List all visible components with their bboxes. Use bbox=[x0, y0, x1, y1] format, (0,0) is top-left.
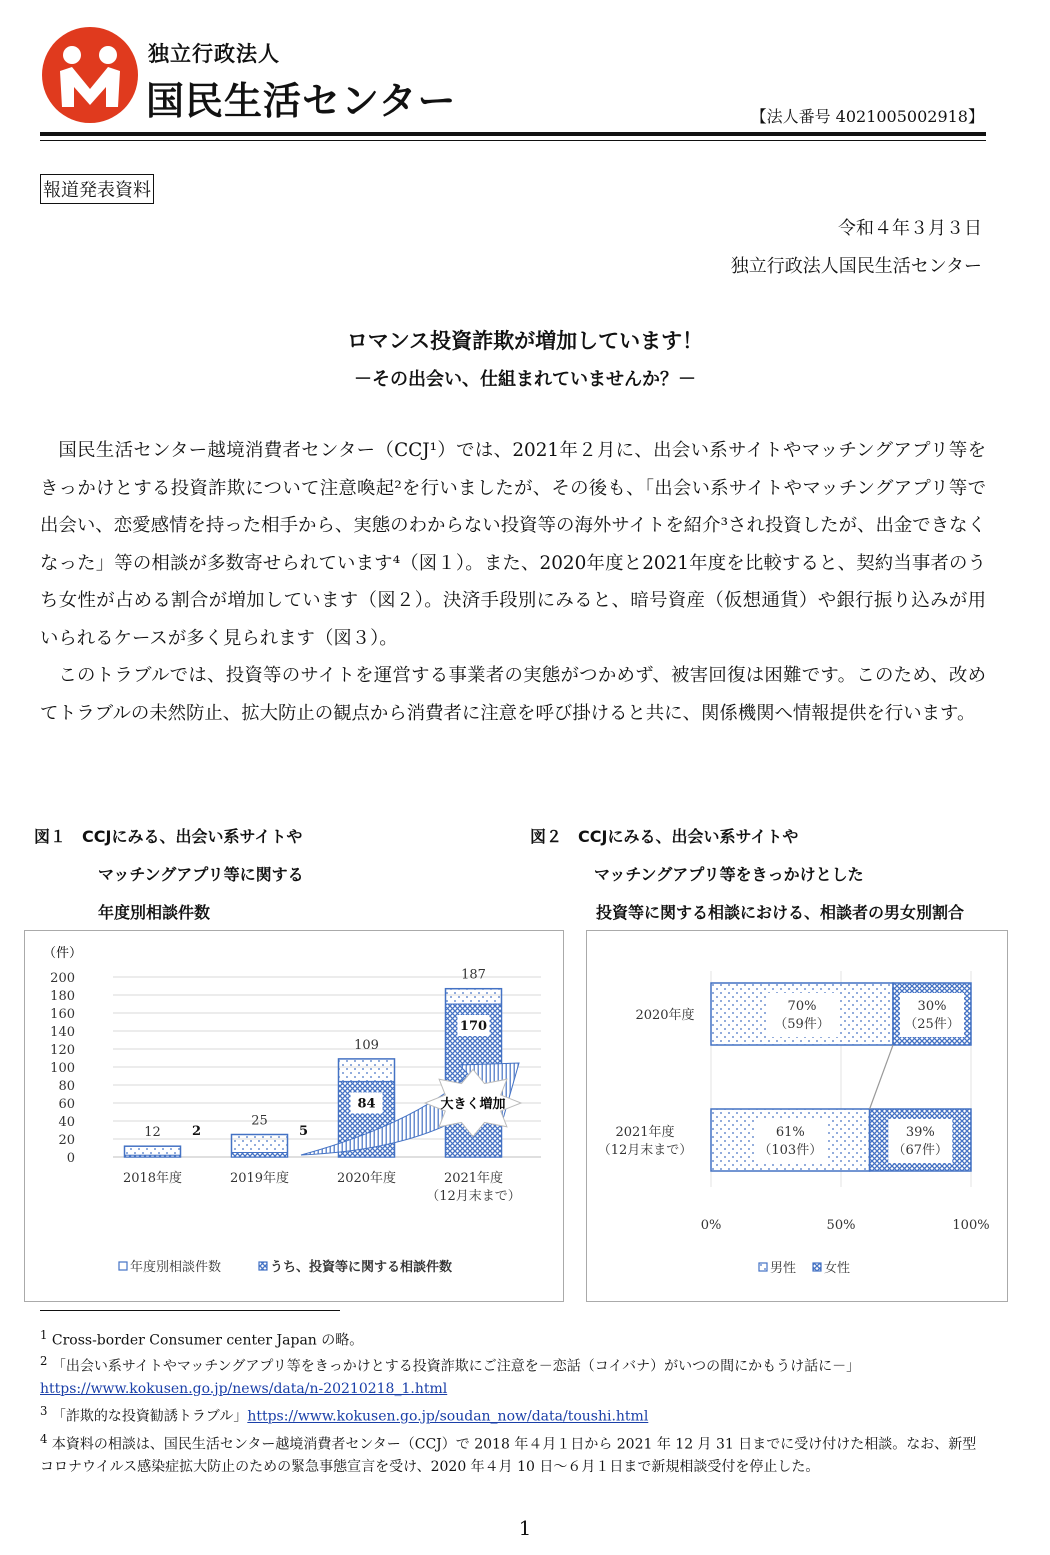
footnote-number: 3 bbox=[40, 1404, 48, 1418]
y-unit-label: （件） bbox=[43, 946, 83, 961]
y-tick-note: （12月末まで） bbox=[597, 1143, 693, 1158]
page-subtitle: －その出会い、仕組まれていませんか？－ bbox=[354, 369, 696, 390]
fig1-caption-line: 年度別相談件数 bbox=[98, 903, 211, 922]
fig1-chart-svg bbox=[25, 931, 563, 1301]
legend-swatch bbox=[119, 1262, 127, 1270]
footnote-number: 4 bbox=[40, 1432, 48, 1446]
footnote-2 bbox=[40, 1350, 986, 1400]
paragraph: 国民生活センター越境消費者センター（CCJ¹）では、2021年２月に、出会い系サイトやマッチングアプリ等をきっかけとする投資詐欺について注意喚起²を行いましたが、その後も、「出会い系サイトやマッチングアプリ等で出会い、恋愛感情を持った相手から、実態のわからない投資等の海外サイトを紹介³され投資したが、出金できなくなった」等の相談が多数寄せられています⁴（図１）。また、2020年度と2021年度を比較すると、契約当事者のうち女性が占める割合が増加しています（図２）。決済手段別にみると、暗号資産（仮想通貨）や銀行振り込みが用いられるケースが多く見られます（図３）。 bbox=[40, 440, 986, 649]
legend-swatch bbox=[813, 1263, 821, 1271]
y-tick-label: 0 bbox=[66, 1151, 75, 1166]
footnote-number: 1 bbox=[40, 1328, 48, 1342]
bar-investment bbox=[125, 1155, 181, 1157]
header-rule bbox=[40, 132, 986, 136]
x-tick-label: 2020年度 bbox=[336, 1171, 397, 1186]
body-text bbox=[40, 432, 986, 732]
fig1-caption-line: 図１ CCJにみる、出会い系サイトや bbox=[34, 827, 303, 846]
annotation-text: 大きく増加 bbox=[440, 1097, 506, 1112]
legend-label: うち、投資等に関する相談件数 bbox=[270, 1260, 453, 1275]
data-label-male-count: （59件） bbox=[774, 1017, 830, 1032]
y-tick-label: 200 bbox=[50, 971, 75, 986]
corp-number: 【法人番号 4021005002918】 bbox=[750, 107, 984, 126]
x-tick-label: 2018年度 bbox=[122, 1171, 183, 1186]
y-tick-label: 2021年度 bbox=[615, 1125, 675, 1140]
y-tick-label: 20 bbox=[58, 1133, 75, 1148]
footnote-3 bbox=[40, 1400, 986, 1428]
data-label-investment: 170 bbox=[459, 1019, 488, 1034]
x-tick-label: 2021年度 bbox=[443, 1171, 504, 1186]
data-label-total: 12 bbox=[144, 1125, 161, 1141]
logo-icon bbox=[42, 27, 138, 123]
footnote-1 bbox=[40, 1324, 986, 1352]
legend-swatch bbox=[259, 1262, 267, 1270]
legend-swatch bbox=[759, 1263, 767, 1271]
data-label-investment: 2 bbox=[191, 1124, 202, 1139]
legend-label: 女性 bbox=[824, 1261, 851, 1276]
data-label-female-count: （67件） bbox=[892, 1143, 949, 1158]
y-tick-label: 120 bbox=[50, 1043, 75, 1058]
y-tick-label: 80 bbox=[58, 1079, 75, 1094]
data-label-total: 187 bbox=[461, 967, 486, 983]
data-label-female: 30% bbox=[917, 999, 947, 1014]
fig2-chart-svg bbox=[587, 931, 1007, 1301]
header-rule-thin bbox=[40, 140, 986, 141]
page-number: 1 bbox=[518, 1516, 532, 1540]
release-label: 報道発表資料 bbox=[40, 174, 154, 204]
annotation-burst bbox=[425, 1069, 521, 1136]
fig2-caption-line: マッチングアプリ等をきっかけとした bbox=[594, 865, 864, 884]
org-small-name: 独立行政法人 bbox=[148, 42, 280, 66]
y-tick-label: 140 bbox=[50, 1025, 75, 1040]
data-label-total: 109 bbox=[354, 1037, 379, 1053]
fig1-caption bbox=[34, 818, 514, 932]
footnote-4 bbox=[40, 1428, 986, 1478]
footnote-text: 「詐欺的な投資勧誘トラブル」 bbox=[51, 1408, 248, 1425]
data-label-male: 61% bbox=[775, 1125, 805, 1140]
data-label-investment: 5 bbox=[298, 1124, 309, 1139]
footnote-text: 「出会い系サイトやマッチングアプリ等をきっかけとする投資詐欺にご注意を－恋話（コイバナ）がいつの間にかもうけ話に－」 bbox=[51, 1358, 861, 1375]
y-tick-label: 180 bbox=[50, 989, 75, 1004]
x-tick-label: 50% bbox=[826, 1218, 856, 1233]
fig2-chart bbox=[586, 930, 1008, 1302]
issuer: 独立行政法人国民生活センター bbox=[730, 256, 982, 277]
series-line bbox=[870, 1045, 893, 1109]
bar-investment bbox=[232, 1153, 288, 1158]
legend-label: 年度別相談件数 bbox=[130, 1260, 222, 1275]
footnote-text: 本資料の相談は、国民生活センター越境消費者センター（CCJ）で 2018 年４月１日から 2021 年 12 月 31 日までに受け付けた相談。なお、新型コロナウイルス感染症拡大防止のための緊急事態宣言を受け、2020 年４月 10 日～６月１日まで新規相談受付を停止した。 bbox=[40, 1436, 977, 1475]
data-label-investment: 84 bbox=[357, 1096, 376, 1112]
fig2-caption-line: 図２ CCJにみる、出会い系サイトや bbox=[530, 827, 799, 846]
y-tick-label: 2020年度 bbox=[635, 1008, 695, 1023]
footnote-text: Cross-border Consumer center Japan の略。 bbox=[51, 1332, 364, 1349]
org-name: 国民生活センター bbox=[146, 79, 457, 123]
release-date: 令和４年３月３日 bbox=[838, 218, 982, 239]
x-tick-label: 0% bbox=[700, 1218, 722, 1233]
fig1-chart bbox=[24, 930, 564, 1302]
data-label-female: 39% bbox=[905, 1125, 935, 1140]
fig1-caption-line: マッチングアプリ等に関する bbox=[98, 865, 304, 884]
fig2-caption bbox=[530, 818, 1040, 932]
fig2-caption-line: 投資等に関する相談における、相談者の男女別割合 bbox=[596, 903, 965, 922]
data-label-female-count: （25件） bbox=[904, 1017, 960, 1032]
x-tick-note: （12月末まで） bbox=[426, 1189, 521, 1204]
footnote-link[interactable]: https://www.kokusen.go.jp/soudan_now/data/toushi.html bbox=[247, 1408, 649, 1425]
x-tick-label: 2019年度 bbox=[229, 1171, 290, 1186]
legend-label: 男性 bbox=[770, 1261, 797, 1276]
footnote-number: 2 bbox=[40, 1354, 48, 1368]
data-label-total: 25 bbox=[251, 1113, 268, 1129]
page-title: ロマンス投資詐欺が増加しています！ bbox=[346, 329, 704, 353]
y-tick-label: 100 bbox=[50, 1061, 75, 1076]
paragraph: このトラブルでは、投資等のサイトを運営する事業者の実態がつかめず、被害回復は困難です。このため、改めてトラブルの未然防止、拡大防止の観点から消費者に注意を呼び掛けると共に、関係機関へ情報提供を行います。 bbox=[40, 665, 986, 724]
y-tick-label: 40 bbox=[58, 1115, 75, 1130]
x-tick-label: 100% bbox=[952, 1218, 990, 1233]
y-tick-label: 60 bbox=[58, 1097, 75, 1112]
y-tick-label: 160 bbox=[50, 1007, 75, 1022]
data-label-male: 70% bbox=[787, 999, 817, 1014]
footnote-link[interactable]: https://www.kokusen.go.jp/news/data/n-20210218_1.html bbox=[40, 1380, 448, 1397]
data-label-male-count: （103件） bbox=[758, 1143, 823, 1158]
footnote-rule bbox=[40, 1310, 340, 1311]
